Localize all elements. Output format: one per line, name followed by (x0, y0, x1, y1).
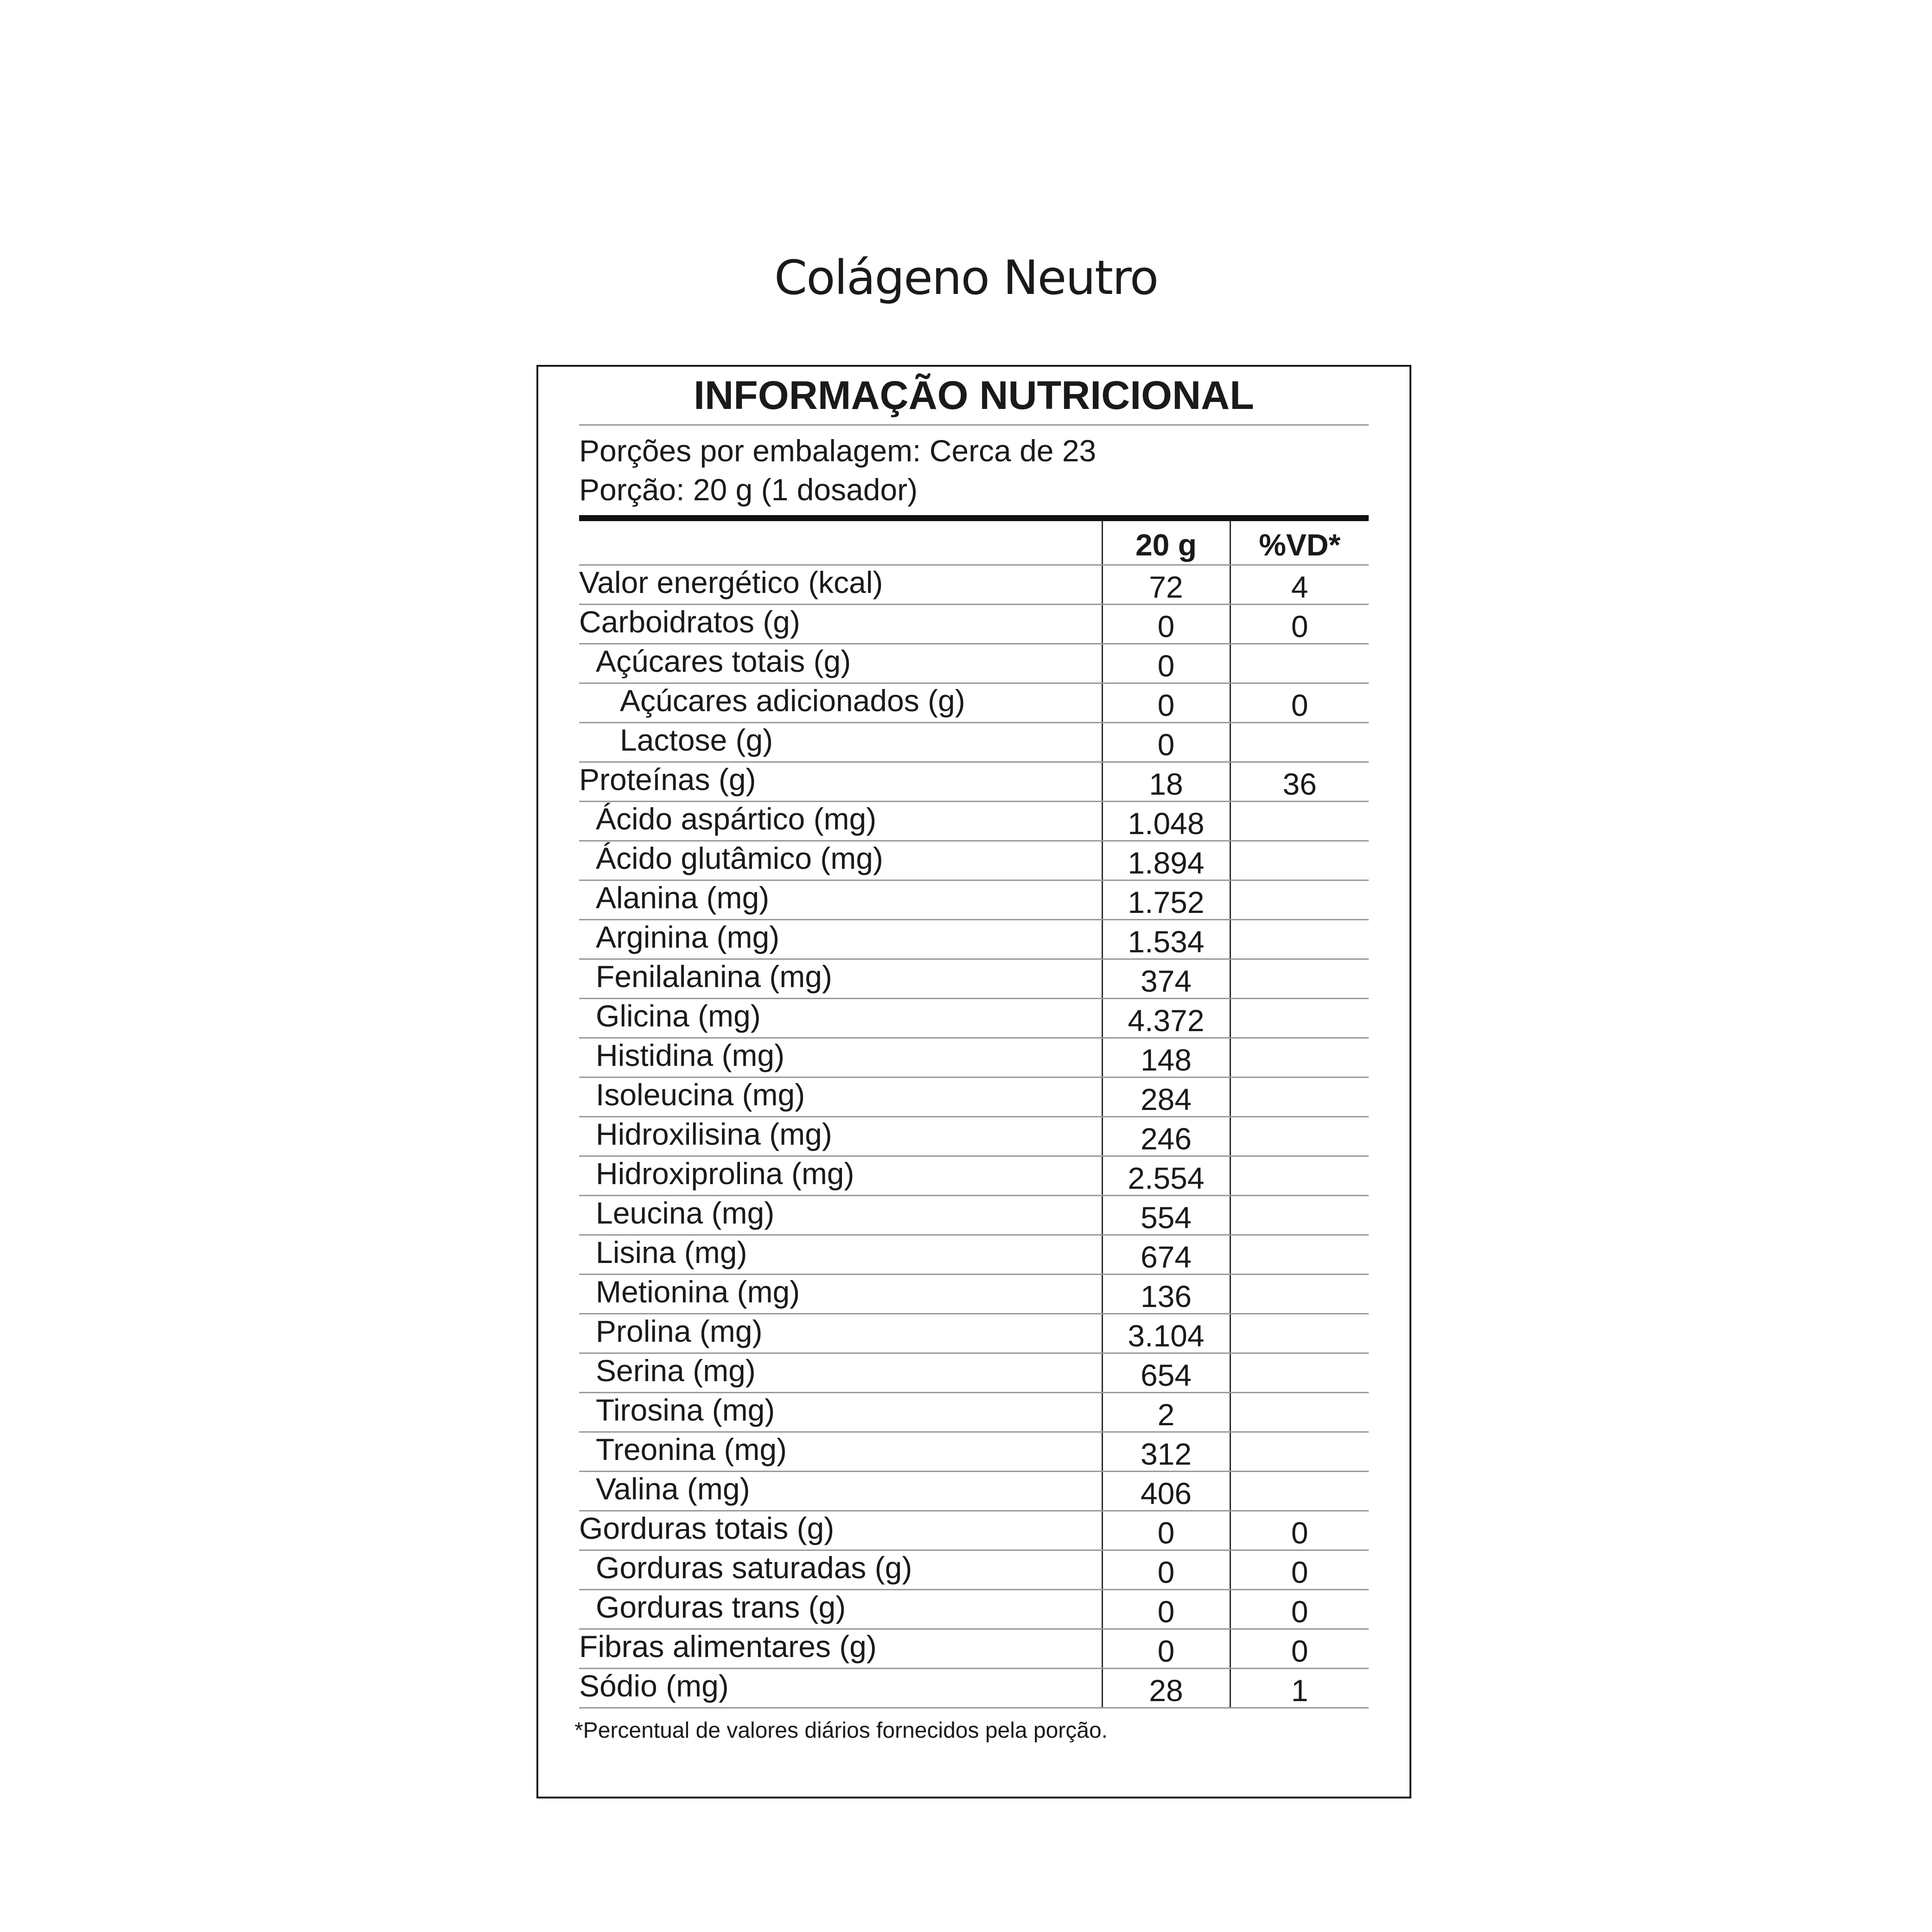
nutrient-name: Lactose (g) (579, 722, 1102, 762)
table-row (579, 919, 1369, 959)
nutrient-amount: 2.554 (1102, 1156, 1230, 1195)
table-header-row (579, 521, 1369, 565)
nutrient-name: Ácido aspártico (mg) (579, 801, 1102, 841)
nutrient-daily-value (1230, 1156, 1369, 1195)
nutrient-name: Gorduras totais (g) (579, 1511, 1102, 1550)
nutrient-name: Metionina (mg) (579, 1274, 1102, 1314)
nutrient-name: Açúcares adicionados (g) (579, 683, 1102, 722)
nutrient-amount: 0 (1102, 683, 1230, 722)
nutrient-daily-value (1230, 1116, 1369, 1156)
nutrient-amount: 18 (1102, 762, 1230, 801)
serving-size: Porção: 20 g (1 dosador) (579, 472, 918, 507)
table-row (579, 1314, 1369, 1353)
nutrition-facts-content (574, 367, 1369, 1745)
nutrient-name: Lisina (mg) (579, 1235, 1102, 1274)
nutrient-daily-value: 0 (1230, 1550, 1369, 1589)
nutrient-amount: 284 (1102, 1077, 1230, 1116)
nutrient-daily-value (1230, 998, 1369, 1038)
nutrient-name: Isoleucina (mg) (579, 1077, 1102, 1116)
nutrient-name: Valor energético (kcal) (579, 565, 1102, 604)
nutrient-daily-value (1230, 801, 1369, 841)
table-row (579, 1392, 1369, 1432)
nutrient-daily-value (1230, 1314, 1369, 1353)
nutrient-column-header (579, 521, 1102, 565)
nutrient-daily-value: 0 (1230, 1511, 1369, 1550)
nutrient-amount: 0 (1102, 1550, 1230, 1589)
amount-column-header: 20 g (1102, 521, 1230, 565)
nutrient-amount: 654 (1102, 1353, 1230, 1392)
daily-value-column-header: %VD* (1230, 521, 1369, 565)
nutrient-amount: 0 (1102, 722, 1230, 762)
nutrient-amount: 1.752 (1102, 880, 1230, 919)
nutrient-daily-value (1230, 1195, 1369, 1235)
nutrient-name: Ácido glutâmico (mg) (579, 841, 1102, 880)
nutrient-daily-value (1230, 1274, 1369, 1314)
nutrient-daily-value: 4 (1230, 565, 1369, 604)
nutrient-name: Fenilalanina (mg) (579, 959, 1102, 998)
nutrient-daily-value (1230, 1353, 1369, 1392)
nutrient-amount: 674 (1102, 1235, 1230, 1274)
nutrient-daily-value (1230, 722, 1369, 762)
nutrient-name: Fibras alimentares (g) (579, 1629, 1102, 1668)
nutrient-amount: 1.894 (1102, 841, 1230, 880)
table-row (579, 1274, 1369, 1314)
servings-per-package: Porções por embalagem: Cerca de 23 (579, 434, 1097, 468)
nutrient-name: Tirosina (mg) (579, 1392, 1102, 1432)
nutrient-daily-value: 36 (1230, 762, 1369, 801)
nutrient-name: Alanina (mg) (579, 880, 1102, 919)
nutrient-daily-value (1230, 644, 1369, 683)
table-row (579, 1511, 1369, 1550)
nutrient-name: Valina (mg) (579, 1471, 1102, 1511)
table-row (579, 1471, 1369, 1511)
footnote: *Percentual de valores diários fornecidos pela porção. (574, 1718, 1108, 1743)
nutrient-amount: 4.372 (1102, 998, 1230, 1038)
nutrient-amount: 148 (1102, 1038, 1230, 1077)
nutrient-amount: 3.104 (1102, 1314, 1230, 1353)
table-row (579, 1353, 1369, 1392)
nutrient-daily-value (1230, 1235, 1369, 1274)
nutrient-amount: 246 (1102, 1116, 1230, 1156)
nutrient-name: Hidroxilisina (mg) (579, 1116, 1102, 1156)
nutrient-name: Leucina (mg) (579, 1195, 1102, 1235)
nutrition-heading: INFORMAÇÃO NUTRICIONAL (579, 367, 1369, 426)
nutrient-daily-value: 0 (1230, 604, 1369, 644)
nutrient-amount: 0 (1102, 604, 1230, 644)
table-row (579, 565, 1369, 604)
nutrient-name: Serina (mg) (579, 1353, 1102, 1392)
nutrition-rows (579, 565, 1369, 1708)
nutrient-name: Treonina (mg) (579, 1432, 1102, 1471)
table-row (579, 801, 1369, 841)
nutrient-amount: 136 (1102, 1274, 1230, 1314)
nutrient-name: Carboidratos (g) (579, 604, 1102, 644)
nutrient-daily-value (1230, 880, 1369, 919)
table-row (579, 683, 1369, 722)
nutrient-daily-value (1230, 1432, 1369, 1471)
nutrient-daily-value: 0 (1230, 1629, 1369, 1668)
table-row (579, 998, 1369, 1038)
table-row (579, 1432, 1369, 1471)
nutrient-amount: 1.048 (1102, 801, 1230, 841)
nutrient-name: Gorduras saturadas (g) (579, 1550, 1102, 1589)
nutrient-daily-value (1230, 959, 1369, 998)
nutrient-daily-value (1230, 1077, 1369, 1116)
product-title: Colágeno Neutro (774, 250, 1158, 306)
nutrient-daily-value (1230, 919, 1369, 959)
table-row (579, 880, 1369, 919)
table-row (579, 644, 1369, 683)
table-row (579, 959, 1369, 998)
nutrient-daily-value: 0 (1230, 1589, 1369, 1629)
serving-info (579, 426, 1369, 509)
nutrient-daily-value (1230, 841, 1369, 880)
nutrition-facts-panel (536, 365, 1411, 1798)
table-row (579, 1077, 1369, 1116)
nutrient-name: Sódio (mg) (579, 1668, 1102, 1708)
table-row (579, 604, 1369, 644)
nutrient-daily-value (1230, 1392, 1369, 1432)
nutrient-name: Açúcares totais (g) (579, 644, 1102, 683)
nutrient-amount: 28 (1102, 1668, 1230, 1708)
table-row (579, 1668, 1369, 1708)
nutrient-amount: 0 (1102, 644, 1230, 683)
nutrition-table (579, 521, 1369, 1709)
nutrient-amount: 72 (1102, 565, 1230, 604)
nutrient-amount: 0 (1102, 1589, 1230, 1629)
table-row (579, 722, 1369, 762)
nutrient-amount: 312 (1102, 1432, 1230, 1471)
nutrient-amount: 374 (1102, 959, 1230, 998)
nutrient-daily-value: 1 (1230, 1668, 1369, 1708)
nutrient-daily-value (1230, 1038, 1369, 1077)
table-row (579, 841, 1369, 880)
table-row (579, 762, 1369, 801)
table-row (579, 1116, 1369, 1156)
nutrient-daily-value (1230, 1471, 1369, 1511)
nutrient-amount: 0 (1102, 1511, 1230, 1550)
nutrient-daily-value: 0 (1230, 683, 1369, 722)
table-row (579, 1589, 1369, 1629)
table-row (579, 1550, 1369, 1589)
table-row (579, 1629, 1369, 1668)
nutrient-name: Glicina (mg) (579, 998, 1102, 1038)
table-row (579, 1195, 1369, 1235)
nutrient-name: Histidina (mg) (579, 1038, 1102, 1077)
table-row (579, 1038, 1369, 1077)
nutrient-name: Hidroxiprolina (mg) (579, 1156, 1102, 1195)
nutrient-amount: 554 (1102, 1195, 1230, 1235)
thick-divider (579, 515, 1369, 521)
table-row (579, 1156, 1369, 1195)
nutrient-name: Arginina (mg) (579, 919, 1102, 959)
table-row (579, 1235, 1369, 1274)
nutrient-name: Gorduras trans (g) (579, 1589, 1102, 1629)
nutrient-amount: 1.534 (1102, 919, 1230, 959)
nutrient-amount: 2 (1102, 1392, 1230, 1432)
nutrient-name: Proteínas (g) (579, 762, 1102, 801)
nutrient-amount: 0 (1102, 1629, 1230, 1668)
nutrient-amount: 406 (1102, 1471, 1230, 1511)
nutrient-name: Prolina (mg) (579, 1314, 1102, 1353)
